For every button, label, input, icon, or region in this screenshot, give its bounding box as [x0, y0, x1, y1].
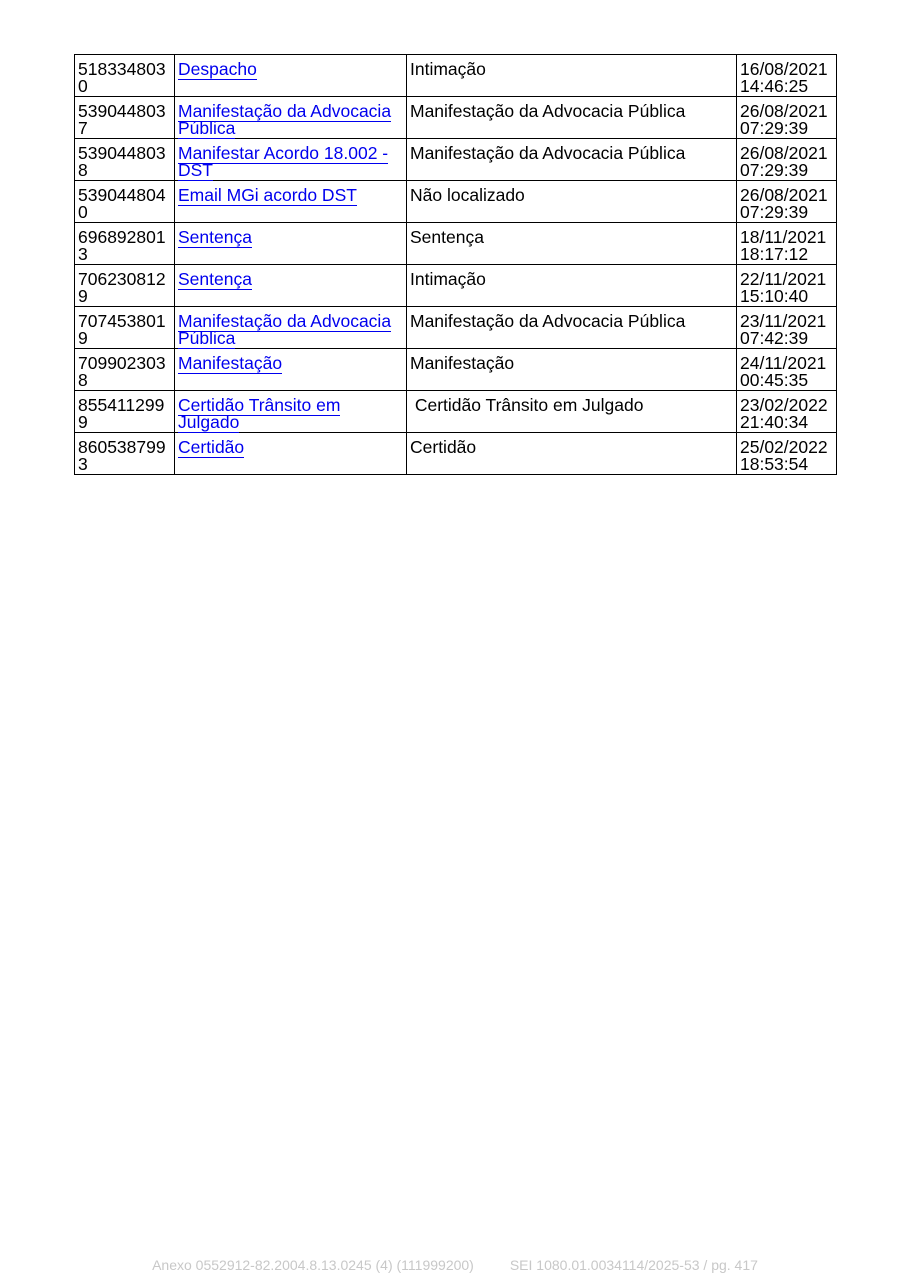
footer-annex: Anexo 0552912-82.2004.8.13.0245 (4) (111999200): [152, 1257, 474, 1273]
document-date: 26/08/2021: [740, 185, 828, 205]
footer-sei-page: SEI 1080.01.0034114/2025-53 / pg. 417: [509, 1257, 758, 1273]
document-name-cell: [175, 181, 407, 223]
document-type-cell: [407, 139, 737, 181]
document-type: Não localizado: [410, 185, 525, 205]
document-id-cell: [75, 265, 175, 307]
document-type: Sentença: [410, 227, 484, 247]
document-datetime-cell: [737, 181, 837, 223]
document-name-cell: [175, 307, 407, 349]
document-time: 07:29:39: [740, 160, 809, 180]
document-id: 8605387993: [78, 437, 166, 474]
document-time: 14:46:25: [740, 76, 809, 96]
table-row: [75, 139, 837, 181]
document-name-cell: [175, 55, 407, 97]
document-link[interactable]: Manifestar Acordo 18.002 - DST: [178, 143, 389, 180]
document-time: 00:45:35: [740, 370, 809, 390]
documents-table-body: [75, 55, 837, 475]
document-date: 26/08/2021: [740, 101, 828, 121]
document-time: 18:53:54: [740, 454, 809, 474]
document-type: Manifestação: [410, 353, 515, 373]
document-datetime-cell: [737, 223, 837, 265]
table-row: [75, 97, 837, 139]
document-datetime-cell: [737, 97, 837, 139]
document-id: 5390448040: [78, 185, 166, 222]
document-type: Manifestação da Advocacia Pública: [410, 143, 686, 163]
document-type: Certidão Trânsito em Julgado: [410, 395, 644, 415]
document-type-cell: [407, 223, 737, 265]
table-row: [75, 265, 837, 307]
document-name-cell: [175, 349, 407, 391]
document-id-cell: [75, 433, 175, 475]
document-id-cell: [75, 139, 175, 181]
document-date: 22/11/2021: [740, 269, 827, 289]
document-time: 07:42:39: [740, 328, 809, 348]
document-date: 16/08/2021: [740, 59, 828, 79]
document-date: 26/08/2021: [740, 143, 828, 163]
document-id-cell: [75, 223, 175, 265]
document-type: Intimação: [410, 269, 486, 289]
document-id: 8554112999: [78, 395, 165, 432]
table-row: [75, 391, 837, 433]
document-id: 5183348030: [78, 59, 166, 96]
document-type: Manifestação da Advocacia Pública: [410, 101, 686, 121]
document-link[interactable]: Certidão Trânsito em Julgado: [178, 395, 341, 432]
table-row: [75, 55, 837, 97]
document-type-cell: [407, 265, 737, 307]
document-date: 25/02/2022: [740, 437, 828, 457]
document-time: 07:29:39: [740, 202, 809, 222]
document-name-cell: [175, 139, 407, 181]
table-row: [75, 181, 837, 223]
table-row: [75, 307, 837, 349]
document-time: 18:17:12: [740, 244, 809, 264]
document-name-cell: [175, 97, 407, 139]
document-datetime-cell: [737, 391, 837, 433]
document-id-cell: [75, 307, 175, 349]
document-datetime-cell: [737, 433, 837, 475]
document-date: 24/11/2021: [740, 353, 827, 373]
document-id: 7062308129: [78, 269, 166, 306]
document-type-cell: [407, 55, 737, 97]
document-id-cell: [75, 97, 175, 139]
document-link[interactable]: Manifestação da Advocacia Pública: [178, 101, 392, 138]
document-type-cell: [407, 181, 737, 223]
document-name-cell: [175, 223, 407, 265]
document-id-cell: [75, 55, 175, 97]
document-time: 15:10:40: [740, 286, 809, 306]
document-type-cell: [407, 349, 737, 391]
document-datetime-cell: [737, 307, 837, 349]
document-name-cell: [175, 433, 407, 475]
document-link[interactable]: Manifestação: [178, 353, 283, 373]
document-id-cell: [75, 349, 175, 391]
document-link[interactable]: Email MGi acordo DST: [178, 185, 357, 205]
table-row: [75, 223, 837, 265]
document-id: 7099023038: [78, 353, 166, 390]
document-id-cell: [75, 391, 175, 433]
document-name-cell: [175, 265, 407, 307]
document-type: Intimação: [410, 59, 486, 79]
document-date: 23/11/2021: [740, 311, 827, 331]
document-time: 07:29:39: [740, 118, 809, 138]
documents-table: [74, 54, 837, 475]
document-link[interactable]: Sentença: [178, 227, 252, 247]
document-link[interactable]: Manifestação da Advocacia Pública: [178, 311, 392, 348]
document-id: 7074538019: [78, 311, 166, 348]
document-datetime-cell: [737, 265, 837, 307]
document-link[interactable]: Certidão: [178, 437, 245, 457]
document-type-cell: [407, 391, 737, 433]
table-row: [75, 433, 837, 475]
document-id: 5390448037: [78, 101, 166, 138]
document-datetime-cell: [737, 349, 837, 391]
document-type-cell: [407, 307, 737, 349]
document-type: Certidão: [410, 437, 477, 457]
document-type-cell: [407, 97, 737, 139]
document-time: 21:40:34: [740, 412, 809, 432]
document-datetime-cell: [737, 139, 837, 181]
document-type: Manifestação da Advocacia Pública: [410, 311, 686, 331]
table-row: [75, 349, 837, 391]
document-link[interactable]: Despacho: [178, 59, 257, 79]
page-footer: [0, 1257, 910, 1273]
document-id: 6968928013: [78, 227, 166, 264]
document-date: 23/02/2022: [740, 395, 828, 415]
document-type-cell: [407, 433, 737, 475]
document-name-cell: [175, 391, 407, 433]
document-date: 18/11/2021: [740, 227, 827, 247]
document-link[interactable]: Sentença: [178, 269, 252, 289]
document-id-cell: [75, 181, 175, 223]
document-datetime-cell: [737, 55, 837, 97]
document-id: 5390448038: [78, 143, 166, 180]
